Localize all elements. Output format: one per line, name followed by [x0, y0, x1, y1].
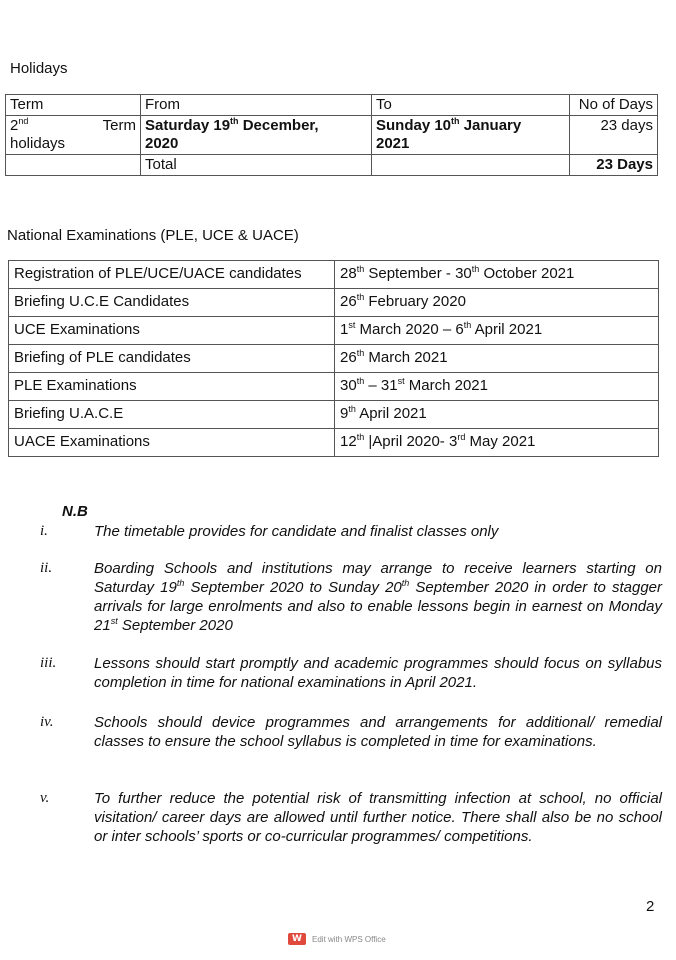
exams-table: [8, 260, 659, 457]
exam-name: UACE Examinations: [9, 429, 335, 457]
date-sup: th: [356, 264, 365, 274]
date-sup: th: [356, 348, 365, 358]
date-text: 30: [340, 377, 357, 394]
wps-footer: [288, 933, 386, 945]
exam-date: [335, 317, 659, 345]
table-row: [9, 345, 659, 373]
from-line2: 2020: [145, 135, 179, 152]
note-text-part: September 2020 to Sunday 20: [184, 579, 402, 596]
date-text: 26: [340, 293, 357, 310]
list-item: [40, 559, 662, 635]
date-text: September - 30: [364, 265, 472, 282]
date-sup: st: [348, 320, 356, 330]
term-word: Term: [102, 117, 136, 134]
note-text: To further reduce the potential risk of transmitting infection at school, no official visitation/ career days are allowed until further notice. There shall also be no school or inter schools’ sports or co-curricular programmes/ competitions.: [94, 790, 662, 845]
term-sup: nd: [18, 116, 29, 126]
empty-cell: [372, 155, 570, 176]
to-text-end: January: [459, 117, 522, 134]
exams-heading: National Examinations (PLE, UCE & UACE): [7, 227, 299, 244]
note-text: [94, 559, 662, 635]
note-text: Lessons should start promptly and academic programmes should focus on syllabus completion in time for national examinations in April 2021.: [94, 655, 662, 691]
exam-date: [335, 429, 659, 457]
note-number: iii.: [40, 655, 57, 671]
header-days: No of Days: [570, 95, 658, 116]
term-num: 2: [10, 117, 19, 134]
note-number: v.: [40, 790, 50, 806]
note-sup: st: [110, 616, 118, 626]
date-sup: st: [397, 376, 405, 386]
term-cell: [6, 116, 141, 155]
header-to: To: [372, 95, 570, 116]
page-number: 2: [646, 898, 655, 915]
exam-date: [335, 373, 659, 401]
from-text-end: December,: [238, 117, 319, 134]
note-number: iv.: [40, 714, 54, 730]
exam-date: [335, 345, 659, 373]
date-text: – 31: [364, 377, 398, 394]
days-cell: 23 days: [570, 116, 658, 155]
holidays-table: [5, 94, 658, 176]
date-sup: th: [348, 404, 356, 414]
table-row: [9, 401, 659, 429]
holidays-heading: Holidays: [10, 60, 68, 77]
exam-name: Briefing U.A.C.E: [9, 401, 335, 429]
table-row: [9, 317, 659, 345]
exam-date: [335, 401, 659, 429]
note-text-part: Boarding Schools and institutions may arrange to receive learners starting on Saturday 19: [94, 560, 662, 596]
date-text: 1: [340, 321, 349, 338]
total-value: 23 Days: [570, 155, 658, 176]
date-sup: th: [471, 264, 480, 274]
date-sup: th: [356, 376, 365, 386]
date-text: February 2020: [364, 293, 466, 310]
to-line2: 2021: [376, 135, 410, 152]
exam-name: Registration of PLE/UCE/UACE candidates: [9, 261, 335, 289]
total-row: [6, 155, 658, 176]
table-row: [9, 261, 659, 289]
wps-logo-icon: W: [288, 933, 306, 945]
empty-cell: [6, 155, 141, 176]
table-row: [9, 373, 659, 401]
table-header-row: [6, 95, 658, 116]
date-text: March 2021: [364, 349, 448, 366]
date-sup: rd: [457, 432, 466, 442]
note-sup: th: [176, 578, 185, 588]
nb-title: N.B: [62, 503, 88, 520]
wps-footer-text: Edit with WPS Office: [312, 934, 386, 944]
note-number: ii.: [40, 560, 53, 576]
exam-name: UCE Examinations: [9, 317, 335, 345]
exam-name: Briefing of PLE candidates: [9, 345, 335, 373]
date-sup: th: [356, 432, 365, 442]
note-text: Schools should device programmes and arrangements for additional/ remedial classes to ensure the school syllabus is completed in time for examinations.: [94, 714, 662, 750]
date-text: 28: [340, 265, 357, 282]
to-sup: th: [451, 116, 460, 126]
date-text: April 2021: [355, 405, 427, 422]
exam-name: Briefing U.C.E Candidates: [9, 289, 335, 317]
date-text: May 2021: [465, 433, 536, 450]
date-text: April 2021: [471, 321, 543, 338]
date-text: October 2021: [479, 265, 575, 282]
exam-name: PLE Examinations: [9, 373, 335, 401]
list-item: [40, 654, 662, 692]
date-text: 9: [340, 405, 349, 422]
list-item: [40, 713, 662, 751]
date-text: March 2021: [404, 377, 488, 394]
from-cell: [141, 116, 372, 155]
date-sup: th: [463, 320, 472, 330]
note-text-part: September 2020 in order to stagger arrivals for large enrolments and also to enable lessons begin in earnest on Monday 21: [94, 579, 662, 634]
header-from: From: [141, 95, 372, 116]
list-item: [40, 522, 662, 541]
date-text: 12: [340, 433, 357, 450]
from-sup: th: [230, 116, 239, 126]
date-text: 26: [340, 349, 357, 366]
date-text: |April 2020- 3: [364, 433, 458, 450]
from-text: Saturday 19: [145, 117, 231, 134]
to-cell: [372, 116, 570, 155]
header-term: Term: [6, 95, 141, 116]
note-sup: th: [401, 578, 410, 588]
note-text-part: September 2020: [117, 617, 233, 634]
total-label: Total: [141, 155, 372, 176]
table-row: [9, 289, 659, 317]
date-sup: th: [356, 292, 365, 302]
list-item: [40, 789, 662, 846]
date-text: March 2020 – 6: [355, 321, 464, 338]
note-text: The timetable provides for candidate and finalist classes only: [94, 523, 499, 540]
to-text: Sunday 10: [376, 117, 452, 134]
table-row: [9, 429, 659, 457]
term-line2: holidays: [10, 135, 66, 152]
exam-date: [335, 289, 659, 317]
table-row: [6, 116, 658, 155]
note-number: i.: [40, 523, 48, 539]
exam-date: [335, 261, 659, 289]
